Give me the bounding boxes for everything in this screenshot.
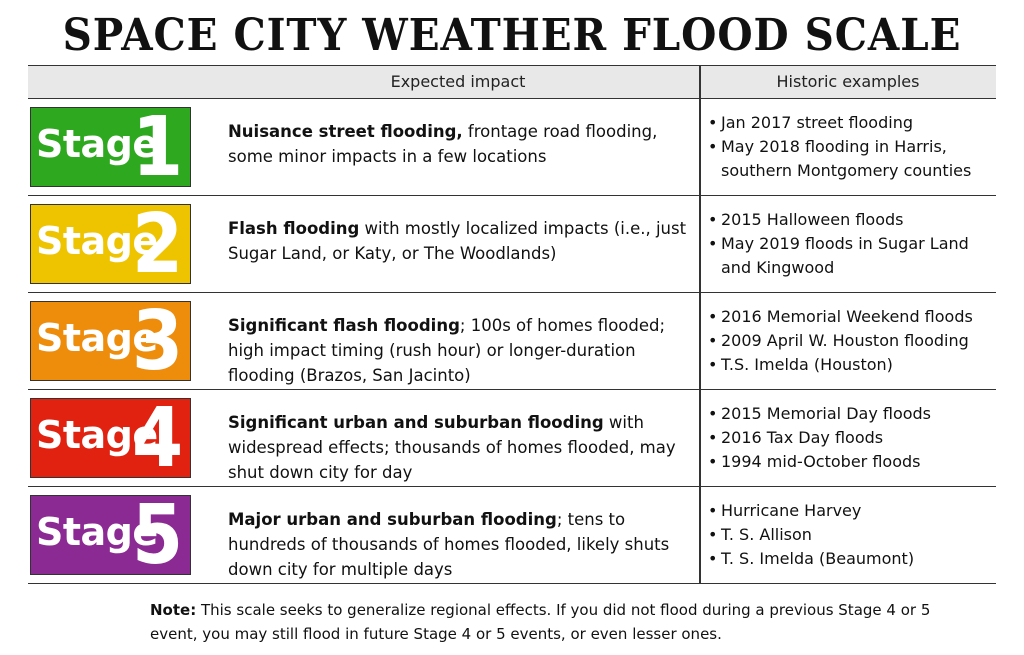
impact-detail: with widespread effects; thousands of homes flooded, may shut down city for day bbox=[228, 413, 676, 482]
historic-examples-list bbox=[708, 499, 998, 571]
stage-row bbox=[28, 390, 996, 487]
historic-example: • 2015 Memorial Day floods bbox=[708, 402, 998, 426]
impact-detail: ; tens to hundreds of thousands of homes flooded, likely shuts down city for multiple days bbox=[228, 510, 670, 579]
stage-label: Stage bbox=[36, 219, 158, 263]
historic-examples-list bbox=[708, 111, 998, 183]
stage-row bbox=[28, 196, 996, 293]
note-label: Note: bbox=[150, 601, 197, 619]
impact-headline: Significant urban and suburban flooding bbox=[228, 413, 604, 432]
historic-example: • 2009 April W. Houston flooding bbox=[708, 329, 998, 353]
impact-headline: Nuisance street flooding, bbox=[228, 122, 463, 141]
stage-impact bbox=[228, 507, 690, 582]
impact-detail: ; 100s of homes flooded; high impact timing (rush hour) or longer-duration flooding (Brazos, San Jacinto) bbox=[228, 316, 666, 385]
stage-number: 4 bbox=[131, 391, 184, 486]
stage-row bbox=[28, 99, 996, 196]
historic-examples-list bbox=[708, 208, 998, 280]
column-divider bbox=[699, 99, 701, 195]
column-divider bbox=[699, 293, 701, 389]
stage-row bbox=[28, 487, 996, 584]
page-title: SPACE CITY WEATHER FLOOD SCALE bbox=[62, 10, 962, 61]
historic-example: • 1994 mid-October floods bbox=[708, 450, 998, 474]
stage-impact bbox=[228, 313, 690, 388]
table-header bbox=[28, 65, 996, 99]
historic-example: • Hurricane Harvey bbox=[708, 499, 998, 523]
stage-label: Stage bbox=[36, 122, 158, 166]
header-expected-impact: Expected impact bbox=[390, 72, 526, 91]
stage-label: Stage bbox=[36, 316, 158, 360]
stage-label: Stage bbox=[36, 413, 158, 457]
impact-detail: frontage road flooding, some minor impacts in a few locations bbox=[228, 122, 658, 166]
stage-badge bbox=[30, 100, 191, 195]
historic-example: • 2015 Halloween floods bbox=[708, 208, 998, 232]
historic-example: • Jan 2017 street flooding bbox=[708, 111, 998, 135]
flood-scale-table bbox=[28, 65, 996, 584]
column-divider bbox=[699, 390, 701, 486]
table-body bbox=[28, 99, 996, 584]
historic-example: • T. S. Imelda (Beaumont) bbox=[708, 547, 998, 571]
stage-row bbox=[28, 293, 996, 390]
stage-impact bbox=[228, 119, 690, 169]
stage-badge bbox=[30, 391, 191, 486]
stage-number: 1 bbox=[131, 100, 184, 195]
historic-example: • T.S. Imelda (Houston) bbox=[708, 353, 998, 377]
stage-number: 5 bbox=[131, 488, 184, 583]
stage-number: 2 bbox=[131, 197, 184, 292]
impact-headline: Flash flooding bbox=[228, 219, 360, 238]
historic-examples-list bbox=[708, 402, 998, 474]
stage-impact bbox=[228, 410, 690, 485]
column-divider bbox=[699, 487, 701, 583]
header-historic-examples: Historic examples bbox=[776, 72, 920, 91]
impact-detail: with mostly localized impacts (i.e., just Sugar Land, or Katy, or The Woodlands) bbox=[228, 219, 687, 263]
historic-examples-list bbox=[708, 305, 998, 377]
impact-headline: Significant flash flooding bbox=[228, 316, 460, 335]
historic-example: • 2016 Memorial Weekend floods bbox=[708, 305, 998, 329]
historic-example: • 2016 Tax Day floods bbox=[708, 426, 998, 450]
column-divider bbox=[699, 196, 701, 292]
stage-badge bbox=[30, 294, 191, 389]
stage-impact bbox=[228, 216, 690, 266]
stage-badge bbox=[30, 488, 191, 583]
note-text: This scale seeks to generalize regional effects. If you did not flood during a previous Stage 4 or 5 event, you may still flood in future Stage 4 or 5 events, or even lesser ones. bbox=[150, 601, 931, 643]
historic-example: • T. S. Allison bbox=[708, 523, 998, 547]
historic-example: • May 2018 flooding in Harris, southern Montgomery counties bbox=[708, 135, 998, 183]
footnote bbox=[150, 598, 950, 646]
historic-example: • May 2019 floods in Sugar Land and Kingwood bbox=[708, 232, 998, 280]
impact-headline: Major urban and suburban flooding bbox=[228, 510, 557, 529]
stage-badge bbox=[30, 197, 191, 292]
stage-number: 3 bbox=[131, 294, 184, 389]
stage-label: Stage bbox=[36, 510, 158, 554]
